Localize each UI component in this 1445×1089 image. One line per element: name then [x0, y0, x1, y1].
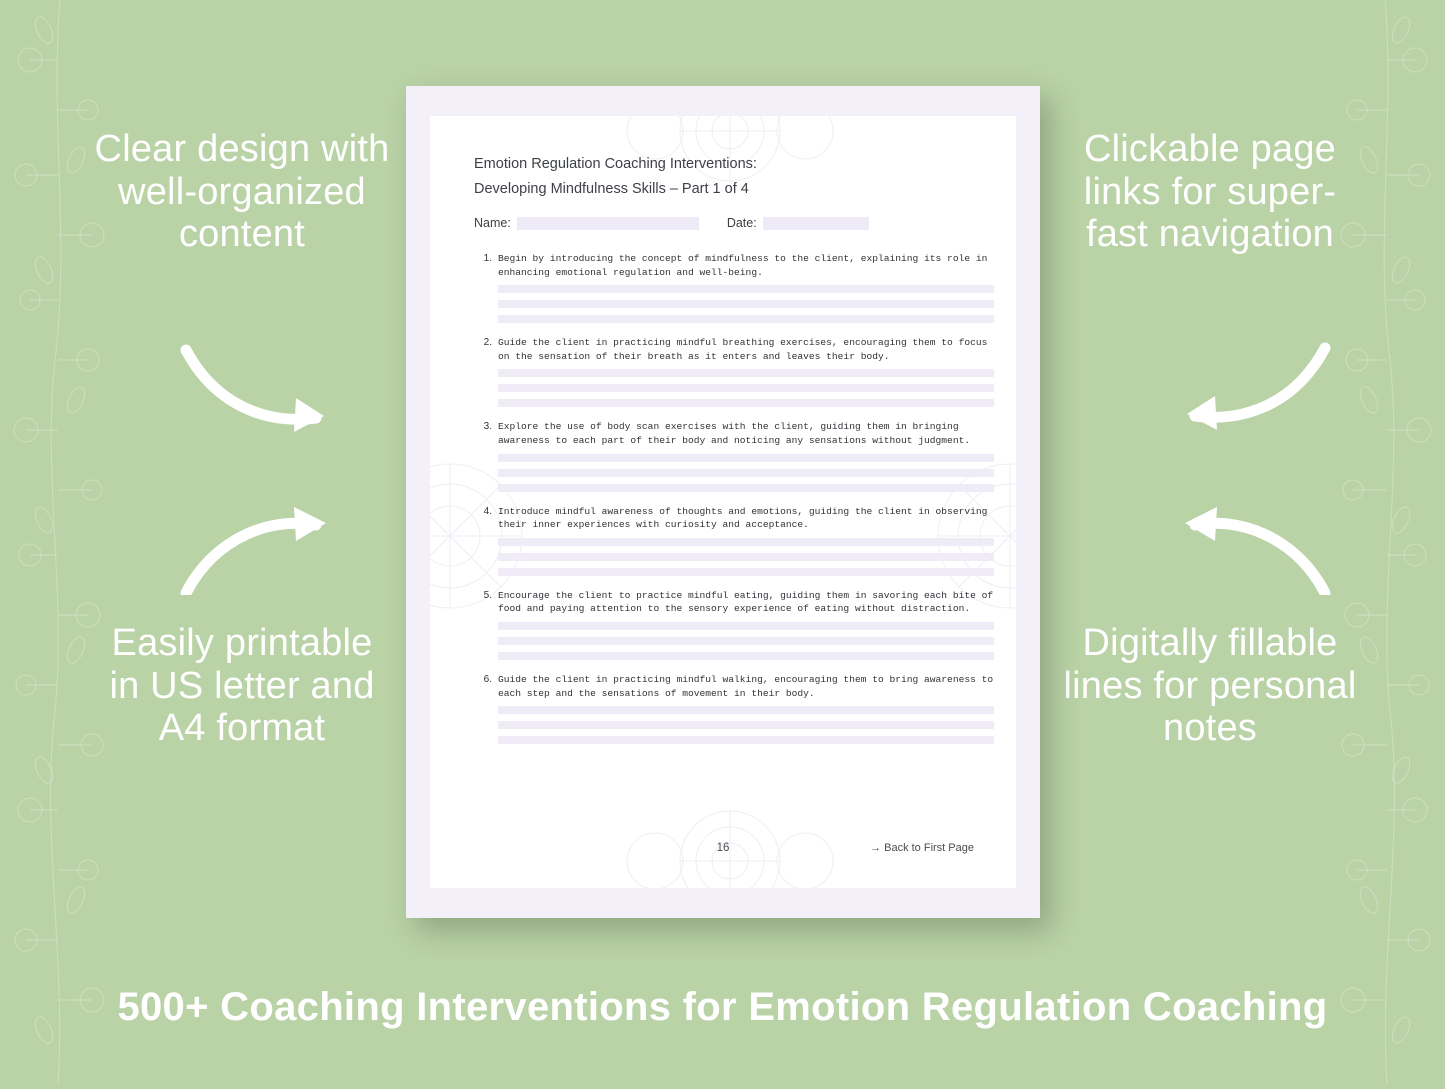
- intervention-item-text: Introduce mindful awareness of thoughts and emotions, guiding the client in observing their inner experiences with curiosity and acceptance.: [498, 505, 988, 531]
- intervention-item-number: 1.: [483, 253, 492, 264]
- fillable-line[interactable]: [498, 300, 994, 308]
- fillable-lines: [474, 285, 994, 323]
- fillable-line[interactable]: [498, 622, 994, 630]
- intervention-item: [474, 673, 994, 744]
- fillable-line[interactable]: [498, 285, 994, 293]
- intervention-item: [474, 589, 994, 660]
- fillable-line[interactable]: [498, 721, 994, 729]
- date-input[interactable]: [763, 217, 869, 230]
- fillable-line[interactable]: [498, 736, 994, 744]
- fillable-line[interactable]: [498, 369, 994, 377]
- fillable-line[interactable]: [498, 469, 994, 477]
- fillable-line[interactable]: [498, 315, 994, 323]
- intervention-item-head: [474, 589, 994, 616]
- intervention-item-head: [474, 420, 994, 447]
- date-label: Date:: [726, 216, 757, 230]
- document-title: [474, 152, 994, 203]
- arrow-icon-right-top: [1173, 340, 1333, 435]
- fillable-line[interactable]: [498, 706, 994, 714]
- intervention-item-head: [474, 505, 994, 532]
- fillable-lines: [474, 706, 994, 744]
- name-date-row: [474, 216, 994, 230]
- fillable-line[interactable]: [498, 399, 994, 407]
- intervention-item: [474, 336, 994, 407]
- promo-text-fillable-lines: Digitally fillable lines for personal notes: [1063, 622, 1357, 750]
- page-number: 16: [716, 842, 730, 854]
- intervention-list: [474, 252, 994, 757]
- document-page: [430, 116, 1016, 888]
- promo-text-clear-design: Clear design with well-organized content: [94, 128, 390, 256]
- intervention-item-number: 5.: [483, 589, 492, 601]
- fillable-lines: [474, 538, 994, 576]
- intervention-item: [474, 252, 994, 323]
- fillable-line[interactable]: [498, 384, 994, 392]
- intervention-item-text: Explore the use of body scan exercises with the client, guiding them in bringing awareness to each part of their body and noticing any sensations without judgment.: [498, 421, 971, 447]
- fillable-line[interactable]: [498, 553, 994, 561]
- intervention-item-text: Begin by introducing the concept of mindfulness to the client, explaining its role in enhancing emotional regulation and well-being.: [498, 253, 988, 278]
- promo-text-printable: Easily printable in US letter and A4 format: [109, 622, 375, 750]
- bottom-banner-text: 500+ Coaching Interventions for Emotion Regulation Coaching: [117, 985, 1328, 1029]
- fillable-line[interactable]: [498, 484, 994, 492]
- fillable-line[interactable]: [498, 637, 994, 645]
- back-to-first-page-link[interactable]: → Back to First Page: [870, 842, 974, 854]
- intervention-item-number: 4.: [483, 505, 492, 517]
- intervention-item-text: Encourage the client to practice mindful eating, guiding them in savoring each bite of food and paying attention to the sensory experience of eating without distraction.: [498, 589, 994, 615]
- fillable-line[interactable]: [498, 568, 994, 576]
- intervention-item-text: Guide the client in practicing mindful walking, encouraging them to bring awareness to each step and the sensations of movement in their body.: [498, 674, 994, 699]
- intervention-item-number: 3.: [483, 421, 492, 433]
- arrow-icon-left-bottom: [178, 505, 338, 600]
- intervention-item-head: [474, 252, 994, 279]
- fillable-line[interactable]: [498, 538, 994, 546]
- arrow-icon-left-top: [178, 342, 338, 437]
- name-input[interactable]: [517, 217, 699, 230]
- promo-text-clickable-links: Clickable page links for super-fast navigation: [1083, 128, 1337, 256]
- intervention-item-head: [474, 673, 994, 700]
- intervention-item: [474, 420, 994, 491]
- intervention-item-head: [474, 336, 994, 363]
- fillable-lines: [474, 369, 994, 407]
- fillable-line[interactable]: [498, 652, 994, 660]
- document-title-line2: Developing Mindfulness Skills – Part 1 of 4: [474, 181, 749, 198]
- fillable-line[interactable]: [498, 454, 994, 462]
- name-label: Name:: [474, 216, 511, 230]
- document-title-line1: Emotion Regulation Coaching Interventions:: [474, 156, 757, 172]
- fillable-lines: [474, 454, 994, 492]
- fillable-lines: [474, 622, 994, 660]
- intervention-item-text: Guide the client in practicing mindful breathing exercises, encouraging them to focus on the sensation of their breath as it enters and leaves their body.: [498, 337, 988, 362]
- intervention-item-number: 2.: [483, 337, 492, 349]
- arrow-icon-right-bottom: [1173, 505, 1333, 600]
- intervention-item-number: 6.: [483, 674, 492, 686]
- intervention-item: [474, 505, 994, 576]
